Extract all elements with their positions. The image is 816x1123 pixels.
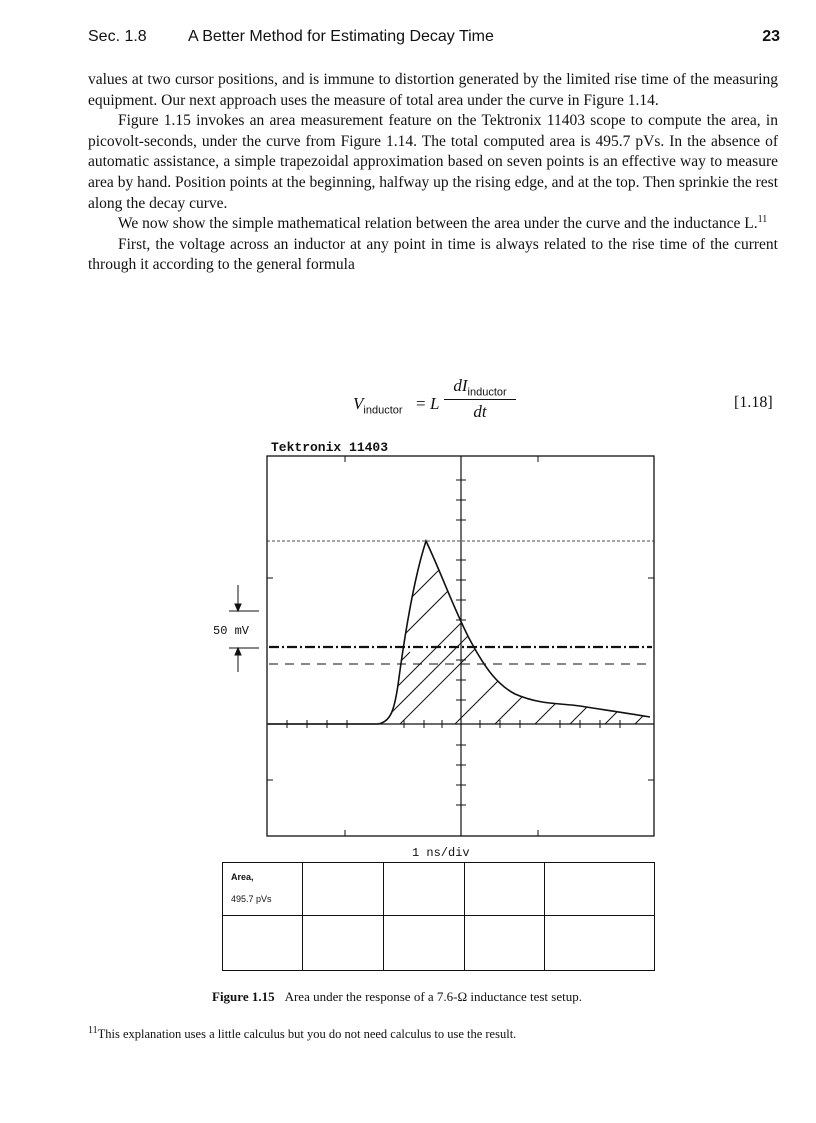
measurement-cell xyxy=(303,916,384,970)
caption-text: Area under the response of a 7.6-Ω inductance test setup. xyxy=(284,989,582,1004)
paragraph-2: Figure 1.15 invokes an area measurement feature on the Tektronix 11403 scope to compute the area, in picovolt-seconds, under the curve from Figure 1.14. The total computed area is 495.7 pVs. In the absence of automatic assistance, a simple trapezoidal approximation based on seven points is an effective way to measure area by hand. Position points at the beginning, halfway up the rising edge, and at the top. Then sprinkie the rest along the decay curve. xyxy=(88,112,778,212)
figure-label: Figure 1.15 xyxy=(212,989,275,1004)
fraction-numerator xyxy=(444,376,516,400)
horizontal-scale-label: 1 ns/div xyxy=(412,846,470,860)
measurement-cell xyxy=(223,916,303,970)
page-number: 23 xyxy=(762,28,780,45)
body-text xyxy=(88,70,778,276)
paragraph-1: values at two cursor positions, and is immune to distortion generated by the limited rise time of the measuring equipment. Our next approach uses the measure of total area under the curve in Figure 1.14. xyxy=(88,71,778,109)
footnote-ref: 11 xyxy=(757,214,768,225)
measurement-cell xyxy=(384,863,465,916)
numerator-variable: dI xyxy=(453,376,468,395)
paragraph-3-text: We now show the simple mathematical relation between the area under the curve and the inductance L. xyxy=(118,215,758,233)
scope-instrument-label: Tektronix 11403 xyxy=(271,440,389,455)
measurement-cell xyxy=(303,863,384,916)
waveform-trace xyxy=(268,541,650,724)
section-title: A Better Method for Estimating Decay Time xyxy=(188,28,494,45)
measurement-cell xyxy=(465,916,545,970)
lhs-subscript: inductor xyxy=(363,404,403,417)
numerator-subscript: inductor xyxy=(467,386,507,399)
paragraph-4: First, the voltage across an inductor at any point in time is always related to the rise time of the current through it according to the general formula xyxy=(88,235,778,274)
footnote-text: This explanation uses a little calculus but you do not need calculus to use the result. xyxy=(97,1027,517,1041)
footnote-marker: 11 xyxy=(88,1024,98,1036)
equation-lhs xyxy=(353,394,403,416)
equation-number: [1.18] xyxy=(734,394,773,411)
measurement-label: Area, xyxy=(231,872,254,882)
paragraph-3 xyxy=(88,214,778,235)
equation-1-18 xyxy=(0,376,816,436)
derivative-fraction xyxy=(444,376,516,422)
measurement-cell xyxy=(545,863,654,916)
measurement-cell xyxy=(545,916,654,970)
section-number: Sec. 1.8 xyxy=(88,28,147,45)
lhs-variable: V xyxy=(353,394,364,413)
measurement-cell xyxy=(384,916,465,970)
measurement-value: 495.7 pVs xyxy=(231,894,272,904)
running-header xyxy=(88,28,780,52)
inductance-symbol: L xyxy=(430,394,440,413)
vertical-scale-label: 50 mV xyxy=(213,624,250,638)
measurement-table xyxy=(222,862,655,971)
figure-caption xyxy=(212,989,582,1005)
footnote xyxy=(88,1024,517,1042)
fraction-denominator: dt xyxy=(473,402,487,422)
measurement-cell xyxy=(465,863,545,916)
oscilloscope-display xyxy=(0,455,816,855)
area-hatching xyxy=(380,559,645,724)
equals-sign: = xyxy=(416,394,426,413)
measurement-cell-area xyxy=(223,863,303,916)
